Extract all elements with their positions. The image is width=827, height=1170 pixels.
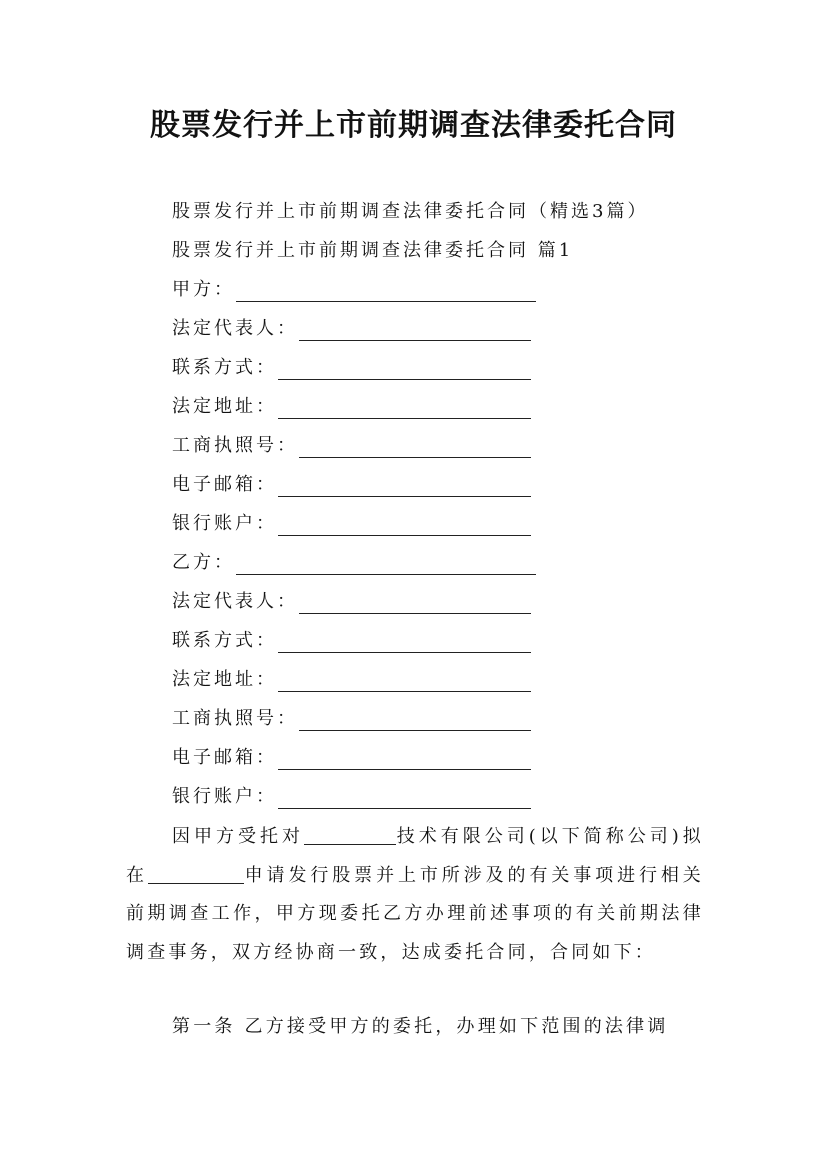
- article-1: 第一条 乙方接受甲方的委托，办理如下范围的法律调: [172, 1016, 669, 1037]
- party-a-field-label: 电子邮箱：: [172, 474, 277, 495]
- party-a-field-blank[interactable]: [278, 476, 531, 497]
- party-b-field-label: 法定地址：: [172, 669, 277, 690]
- party-a-field-label: 工商执照号：: [172, 435, 298, 456]
- party-b-field-label: 工商执照号：: [172, 708, 298, 729]
- party-b-label: 乙方：: [172, 552, 235, 573]
- intro-text-part1: 因甲方受托对: [172, 826, 304, 847]
- party-b-field-row: [172, 707, 531, 731]
- party-b-field-row: [172, 746, 531, 770]
- location-blank[interactable]: [148, 863, 244, 884]
- company-name-blank[interactable]: [304, 824, 396, 845]
- party-a-field-row: [172, 395, 531, 419]
- party-b-blank[interactable]: [236, 554, 536, 575]
- party-b-row: [172, 551, 536, 575]
- party-a-field-label: 法定代表人：: [172, 318, 298, 339]
- party-b-field-blank[interactable]: [299, 710, 531, 731]
- party-b-field-row: [172, 590, 531, 614]
- party-a-field-row: [172, 473, 531, 497]
- party-a-field-blank[interactable]: [299, 437, 531, 458]
- party-a-field-blank[interactable]: [278, 515, 531, 536]
- party-a-row: [172, 278, 536, 302]
- party-b-field-label: 法定代表人：: [172, 591, 298, 612]
- document-subtitle: 股票发行并上市前期调查法律委托合同（精选3篇）: [172, 201, 649, 222]
- party-b-field-blank[interactable]: [299, 593, 531, 614]
- intro-text-part3: 申请发行股票并上市所涉及的有关事项进行相关前期调查工作，甲方现委托乙方办理前述事项的有关前期法律调查事务，双方经协商一致，达成委托合同，合同如下：: [126, 864, 705, 964]
- intro-text-part2: 技术有限公司(以下简称公司)拟在: [126, 826, 705, 886]
- party-b-field-blank[interactable]: [278, 788, 531, 809]
- party-b-field-blank[interactable]: [278, 632, 531, 653]
- document-title: 股票发行并上市前期调查法律委托合同: [150, 108, 677, 143]
- party-a-field-label: 联系方式：: [172, 357, 277, 378]
- party-a-field-row: [172, 512, 531, 536]
- party-b-field-row: [172, 785, 531, 809]
- party-b-field-blank[interactable]: [278, 671, 531, 692]
- party-a-field-label: 法定地址：: [172, 396, 277, 417]
- section-heading: 股票发行并上市前期调查法律委托合同 篇1: [172, 240, 574, 261]
- party-b-field-label: 联系方式：: [172, 630, 277, 651]
- party-b-field-row: [172, 668, 531, 692]
- party-a-field-row: [172, 317, 531, 341]
- contract-body: [126, 818, 704, 973]
- party-a-field-blank[interactable]: [278, 398, 531, 419]
- intro-paragraph: [126, 818, 704, 973]
- party-a-field-row: [172, 356, 531, 380]
- party-a-field-blank[interactable]: [299, 320, 531, 341]
- party-b-field-label: 电子邮箱：: [172, 747, 277, 768]
- party-b-field-row: [172, 629, 531, 653]
- party-a-field-row: [172, 434, 531, 458]
- party-a-field-blank[interactable]: [278, 359, 531, 380]
- party-a-field-label: 银行账户：: [172, 513, 277, 534]
- party-b-field-label: 银行账户：: [172, 786, 277, 807]
- party-a-blank[interactable]: [236, 281, 536, 302]
- party-a-label: 甲方：: [172, 279, 235, 300]
- party-b-field-blank[interactable]: [278, 749, 531, 770]
